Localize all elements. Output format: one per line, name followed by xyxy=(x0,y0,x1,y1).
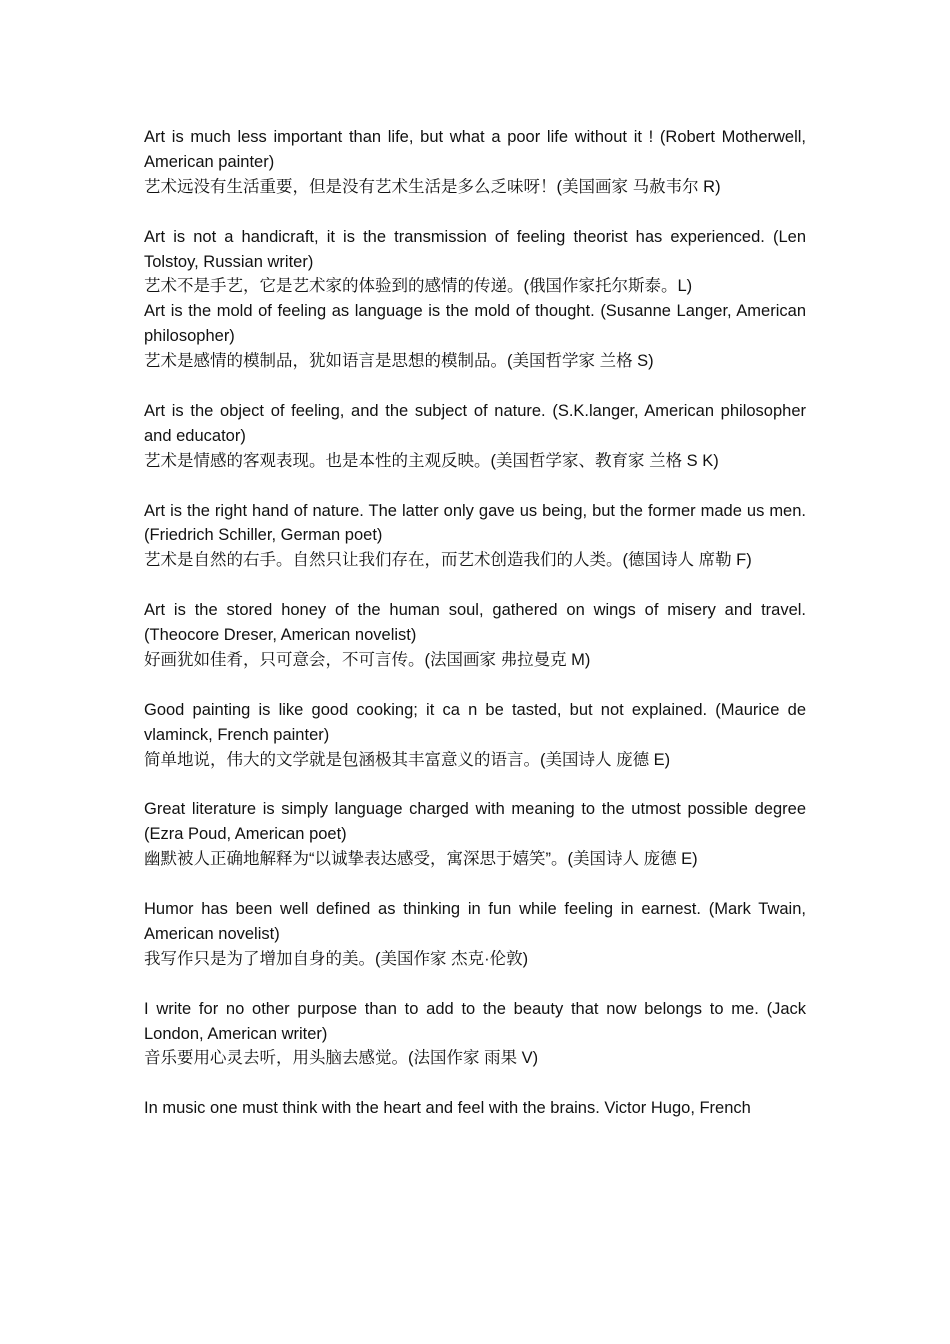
quote-en-9: Humor has been well defined as thinking in fun while feeling in earnest. (Mark Twain, American novelist) xyxy=(144,899,806,943)
quote-en-8: Great literature is simply language charged with meaning to the utmost possible degree (Ezra Poud, American poet) xyxy=(144,800,806,844)
quote-zh-1: 艺术远没有生活重要，但是没有艺术生活是多么乏味呀！(美国画家 马赦韦尔 R) xyxy=(144,177,721,196)
quote-zh-6: 好画犹如佳肴，只可意会，不可言传。(法国画家 弗拉曼克 M) xyxy=(144,650,591,669)
quote-en-4: Art is the object of feeling, and the subject of nature. (S.K.langer, American philosopher and educator) xyxy=(144,401,806,445)
paragraph-spacer xyxy=(144,673,806,698)
quote-en-11: In music one must think with the heart and feel with the brains. Victor Hugo, French xyxy=(144,1099,751,1118)
quote-en-1: Art is much less important than life, but what a poor life without it ! (Robert Motherwell, American painter) xyxy=(144,128,806,171)
quote-zh-7: 简单地说，伟大的文学就是包涵极其丰富意义的语言。(美国诗人 庞德 E) xyxy=(144,750,671,769)
quote-zh-2: 艺术不是手艺，它是艺术家的体验到的感情的传递。(俄国作家托尔斯泰。L) xyxy=(144,277,693,296)
paragraph-spacer xyxy=(144,573,806,598)
quote-en-7: Good painting is like good cooking; it ca n be tasted, but not explained. (Maurice de vlaminck, French painter) xyxy=(144,700,806,744)
quote-en-10: I write for no other purpose than to add to the beauty that now belongs to me. (Jack London, American writer) xyxy=(144,999,806,1043)
paragraph-spacer xyxy=(144,972,806,997)
paragraph-spacer xyxy=(144,872,806,897)
quote-zh-5: 艺术是自然的右手。自然只让我们存在，而艺术创造我们的人类。(德国诗人 席勒 F) xyxy=(144,551,752,570)
quote-en-5: Art is the right hand of nature. The latter only gave us being, but the former made us men. (Friedrich Schiller, German poet) xyxy=(144,501,806,545)
quote-en-2: Art is not a handicraft, it is the transmission of feeling theorist has experienced. (Len Tolstoy, Russian writer) xyxy=(144,227,806,271)
quote-zh-9: 我写作只是为了增加自身的美。(美国作家 杰克·伦敦) xyxy=(144,949,529,968)
quote-en-6: Art is the stored honey of the human soul, gathered on wings of misery and travel. (Theocore Dreser, American novelist) xyxy=(144,601,806,645)
quote-zh-3: 艺术是感情的模制品，犹如语言是思想的模制品。(美国哲学家 兰格 S) xyxy=(144,352,654,371)
quote-zh-10: 音乐要用心灵去听，用头脑去感觉。(法国作家 雨果 V) xyxy=(144,1049,539,1068)
quote-zh-8: 幽默被人正确地解释为“以诚挚表达感受，寓深思于嬉笑”。(美国诗人 庞德 E) xyxy=(144,850,698,869)
paragraph-spacer xyxy=(144,1071,806,1096)
paragraph-spacer xyxy=(144,374,806,399)
paragraph-spacer xyxy=(144,200,806,225)
quote-zh-4: 艺术是情感的客观表现。也是本性的主观反映。(美国哲学家、教育家 兰格 S K) xyxy=(144,451,719,470)
quote-en-3: Art is the mold of feeling as language is the mold of thought. (Susanne Langer, American philosopher) xyxy=(144,302,806,346)
document-body xyxy=(144,125,806,1121)
paragraph-spacer xyxy=(144,474,806,499)
paragraph-spacer xyxy=(144,772,806,797)
